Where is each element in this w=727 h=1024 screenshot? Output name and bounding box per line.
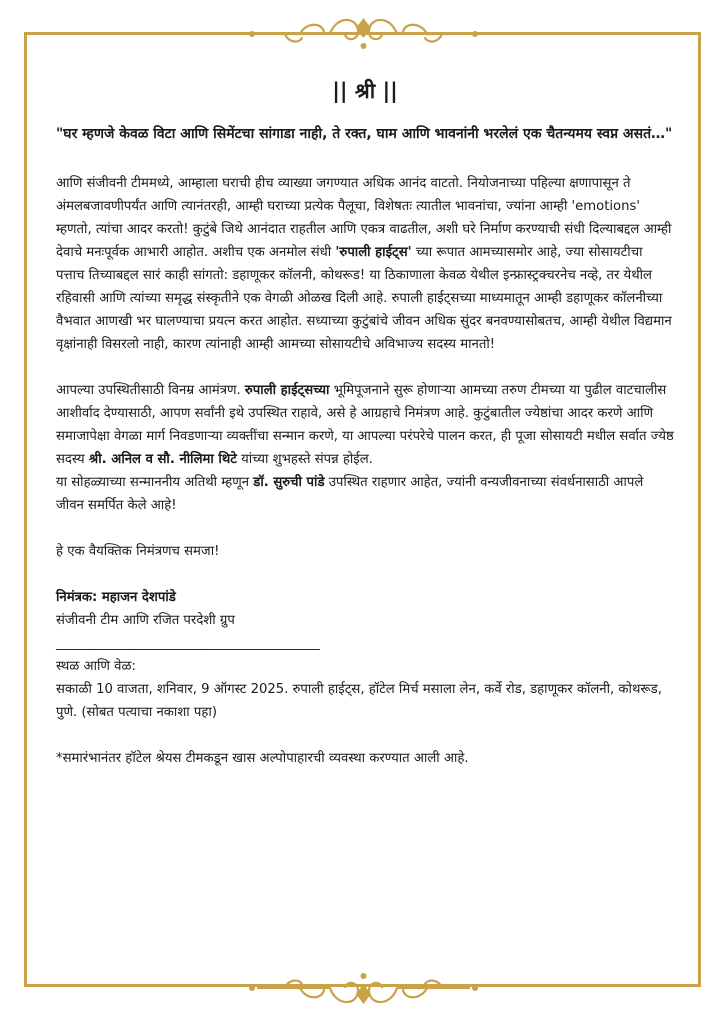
venue-details: सकाळी 10 वाजता, शनिवार, 9 ऑगस्ट 2025. रुपाली हाईट्स, हॉटेल मिर्च मसाला लेन, कर्वे रोड, डहाणूकर कॉलनी, कोथरूड, पुणे. (सोबत पत्याचा नकाशा पहा)	[56, 682, 662, 720]
chief-guest-name: डॉ. सुरुची पांडे	[253, 475, 325, 490]
intro-paragraph	[56, 172, 674, 356]
guest-text-start: या सोहळ्याच्या सन्माननीय अतिथी म्हणून	[56, 475, 254, 490]
intro-text-start: आणि संजीवनी टीममध्ये, आम्हाला घराची हीच व्याख्या जगण्यात अधिक आनंद वाटतो. नियोजनाच्या पहिल्या क्षणापासून ते अंमलबजावणीपर्यंत आणि त्यानंतरही, आम्ही घराच्या प्रत्येक पैलूचा, विशेषतः त्यातील भावनांचा, ज्यांना आम्ही 'emotions' म्हणतो, त्यांचा आदर करतो! कुटुंबे जिथे आनंदात राहतील आणि एकत्र वाढतील, अशी घरे निर्माण करण्याची संधी दिल्याबद्दल आम्ही देवाचे मनःपूर्वक आभारी आहोत. अशीच एक अनमोल संधी	[56, 176, 672, 260]
page-title: || श्री ||	[332, 79, 398, 103]
guest-paragraph	[56, 471, 674, 517]
elder-members-name: श्री. अनिल व सौ. नीलिमा थिटे	[88, 452, 237, 467]
host-team: संजीवनी टीम आणि रजित परदेशी ग्रुप	[56, 613, 235, 628]
guest-text-end: उपस्थित राहणार आहेत, ज्यांनी वन्यजीवनाच्या संवर्धनासाठी आपले जीवन समर्पित केले आहे!	[56, 475, 644, 513]
refreshment-footnote: *समारंभानंतर हॉटेल श्रेयस टीमकडून खास अल्पोपाहारची व्यवस्था करण्यात आली आहे.	[56, 751, 469, 766]
invitation-text-ceremony: यांच्या शुभहस्ते संपन्न होईल.	[236, 452, 373, 467]
opening-quote: "घर म्हणजे केवळ विटा आणि सिमेंटचा सांगाडा नाही, ते रक्त, घाम आणि भावनांनी भरलेलं एक चैतन्यमय स्वप्न असतं…"	[56, 126, 673, 142]
invitation-text-start: आपल्या उपस्थितीसाठी विनम्र आमंत्रण.	[56, 383, 245, 398]
invitation-body	[56, 76, 674, 770]
venue-heading: स्थळ आणि वेळ:	[56, 659, 136, 674]
divider-line: ________________________________________	[56, 636, 320, 651]
invitation-paragraph	[56, 379, 674, 471]
project-name: 'रुपाली हाईट्स'	[335, 245, 412, 260]
bottom-ornament	[0, 958, 727, 1018]
personal-note: हे एक वैयक्तिक निमंत्रणच समजा!	[56, 544, 220, 559]
invitation-text-middle: भूमिपूजनाने सुरू होणाऱ्या आमच्या तरुण टीमच्या या पुढील वाटचालीस आशीर्वाद देण्यासाठी, आपण सर्वांनी इथे उपस्थित राहावे, असे हे आग्रहाचे निमंत्रण आहे. कुटुंबातील ज्येष्ठांचा आदर करणे आणि समाजापेक्षा वेगळा मार्ग निवडणाऱ्या व्यक्तींचा सन्मान करणे, या आपल्या परंपरेचे पालन करत, ही पूजा सोसायटी मधील सर्वात ज्येष्ठ सदस्य	[56, 383, 674, 467]
host-label: निमंत्रक: महाजन देशपांडे	[56, 590, 176, 605]
intro-text-end: च्या रूपात आमच्यासमोर आहे, ज्या सोसायटीचा पत्ताच तिच्याबद्दल सारं काही सांगतो: डहाणूकर कॉलनी, कोथरूड! या ठिकाणाला केवळ येथील इन्फ्रास्ट्रक्चरनेच नव्हे, तर येथील रहिवासी आणि त्यांच्या समृद्ध संस्कृतीने एक वेगळी ओळख दिली आहे. रुपाली हाईट्सच्या माध्यमातून आम्ही डहाणूकर कॉलनीच्या वैभवात आणखी भर घालण्याचा प्रयत्न करत आहोत. सध्याच्या कुटुंबांचे जीवन अधिक सुंदर बनवण्यासोबतच, आम्ही येथील विद्यमान वृक्षांनाही विसरलो नाही, कारण त्यांनाही आम्ही आमच्या सोसायटीचे अविभाज्य सदस्य मानतो!	[56, 245, 672, 352]
project-name-possessive: रुपाली हाईट्सच्या	[244, 383, 330, 398]
